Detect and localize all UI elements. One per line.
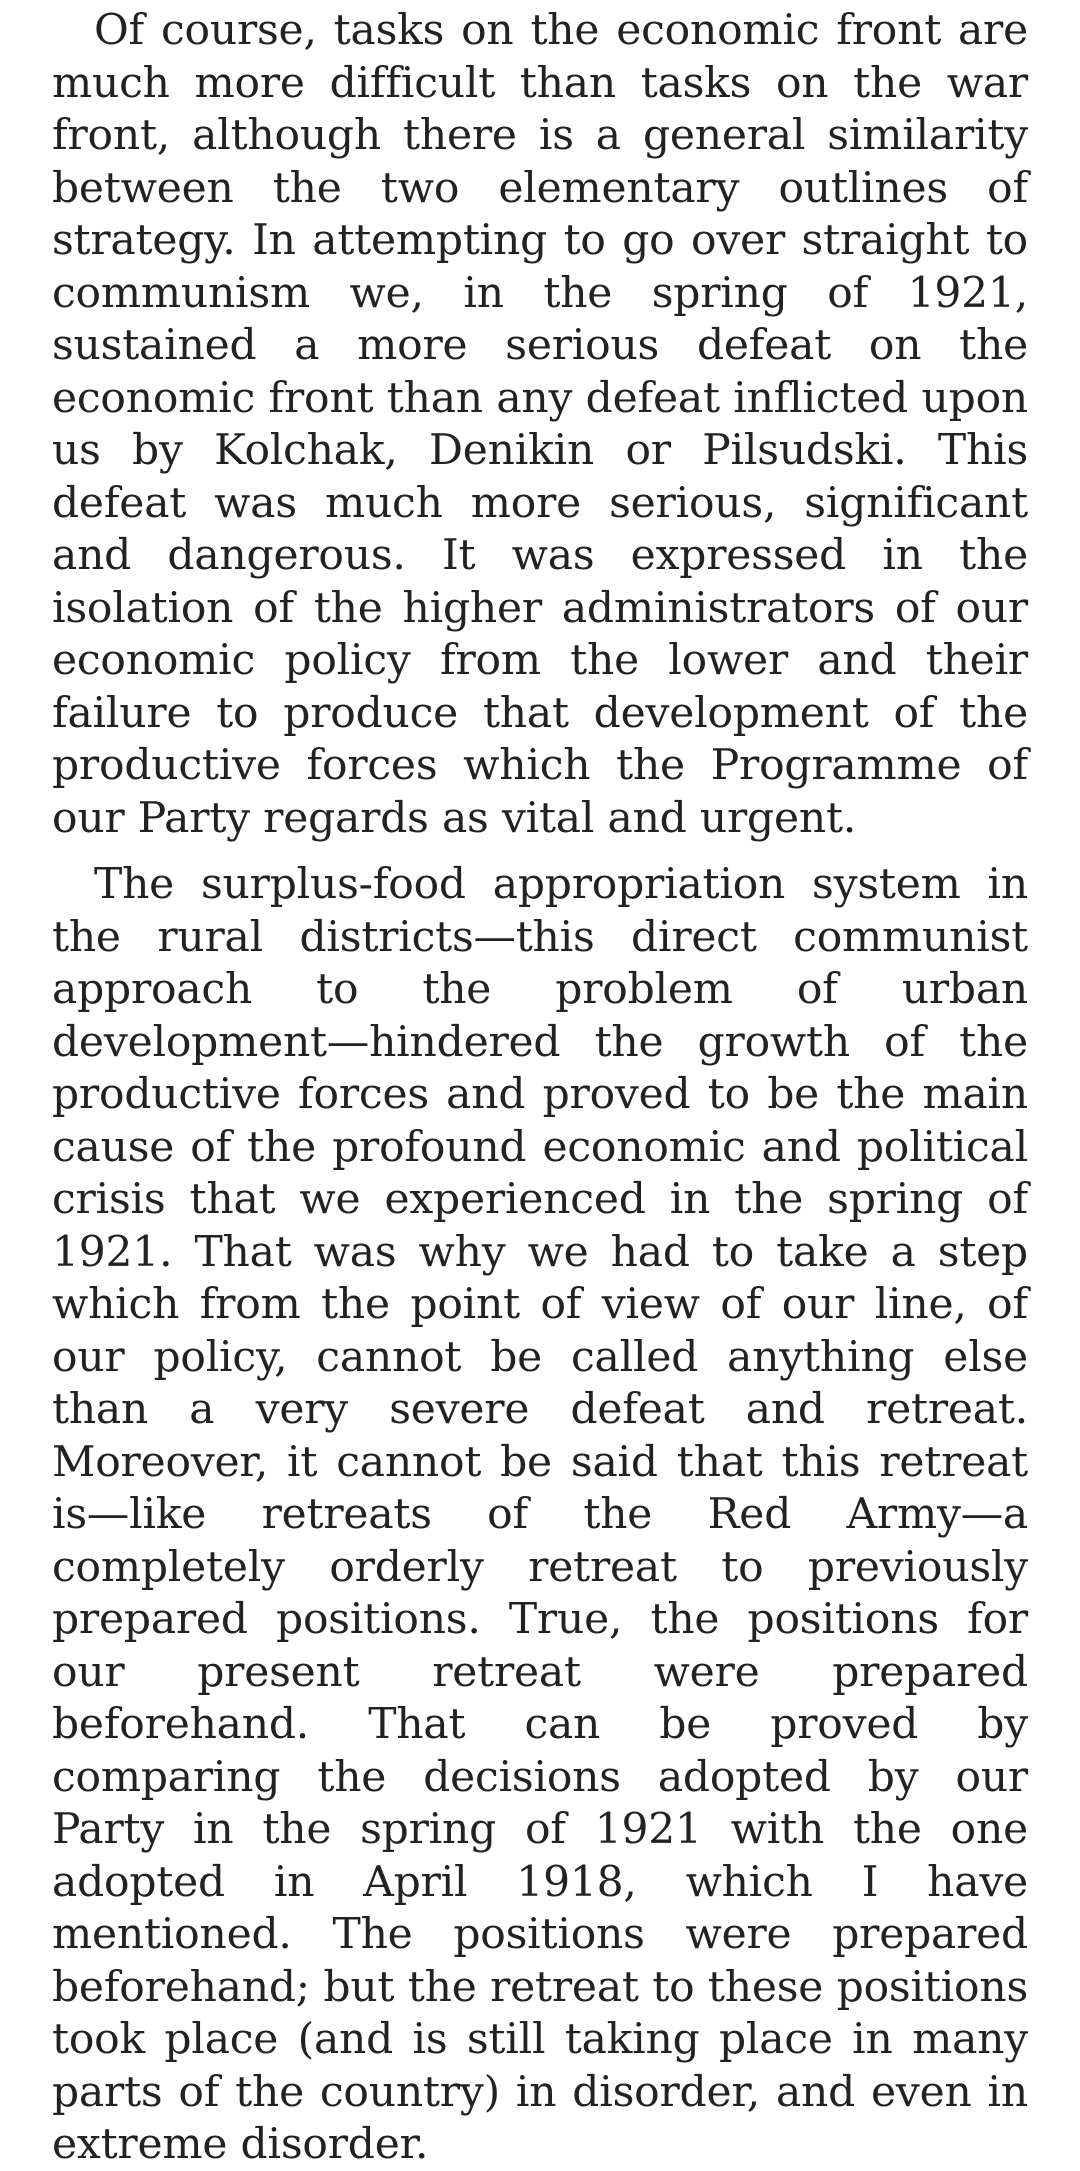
paragraph-surplus-food-appropriation: The surplus-food appropriation system in the rural districts—this direct communist approach to the problem of urban development—hindered the growth of the productive forces and proved to be the main cause of the profound economic and political crisis that we experienced in the spring of 1921. That was why we had to take a step which from the point of view of our line, of our policy, cannot be called anything else than a very severe defeat and retreat. Moreover, it cannot be said that this retreat is—like retreats of the Red Army—a completely orderly retreat to previously prepared positions. True, the positions for our present retreat were prepared beforehand. That can be proved by comparing the decisions adopted by our Party in the spring of 1921 with the one adopted in April 1918, which I have mentioned. The positions were prepared beforehand; but the retreat to these positions took place (and is still taking place in many parts of the country) in disorder, and even in extreme disorder. bbox=[52, 859, 1028, 2168]
paragraph-economic-front: Of course, tasks on the economic front are much more difficult than tasks on the war front, although there is a general similarity between the two elementary outlines of strategy. In attempting to go over straight to communism we, in the spring of 1921, sustained a more serious defeat on the economic front than any defeat inflicted upon us by Kolchak, Denikin or Pilsudski. This defeat was much more serious, significant and dangerous. It was expressed in the isolation of the higher administrators of our economic policy from the lower and their failure to produce that development of the productive forces which the Programme of our Party regards as vital and urgent. bbox=[52, 5, 1028, 842]
